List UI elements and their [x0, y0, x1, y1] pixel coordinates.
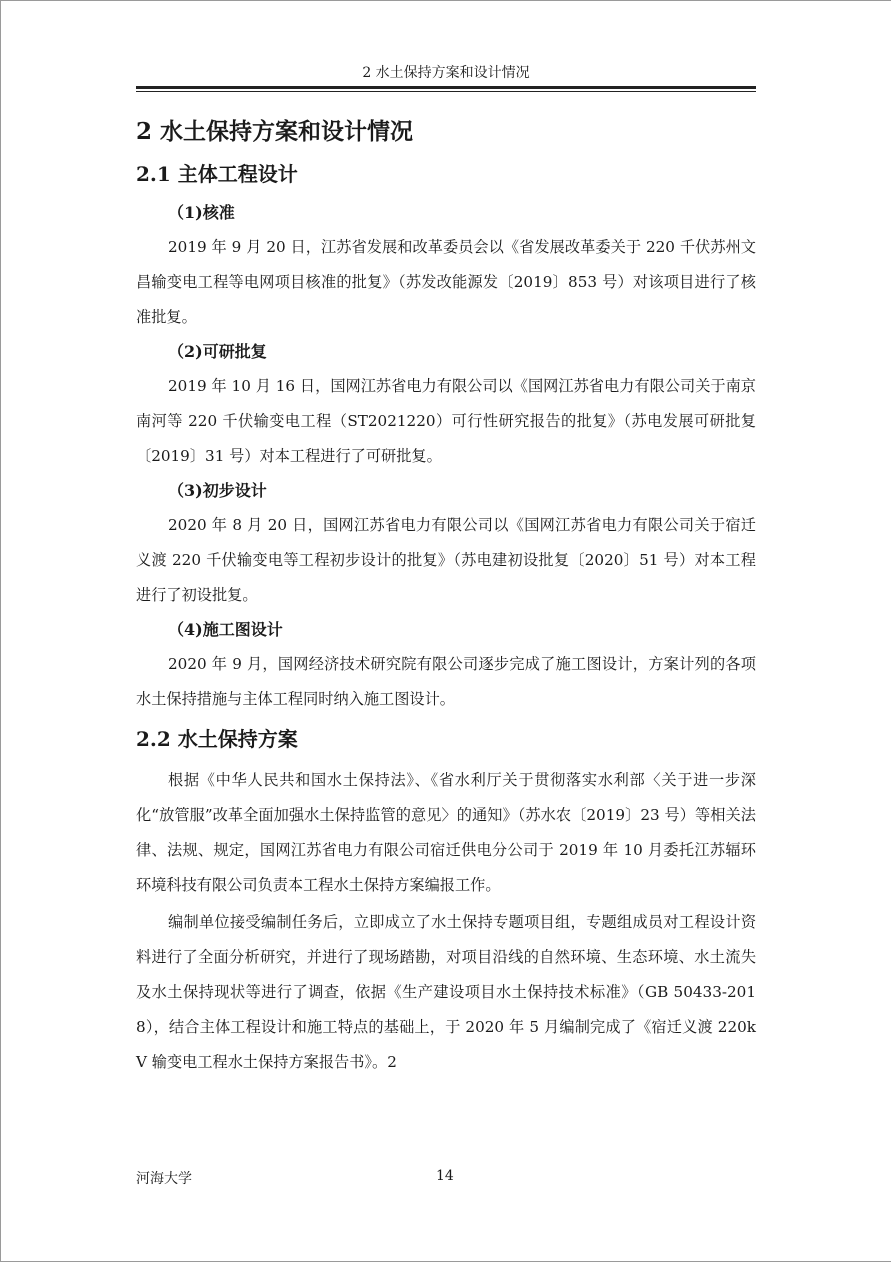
subheading-feasibility: （2)可研批复: [168, 342, 267, 361]
subheading-approval: （1)核准: [168, 203, 235, 222]
paragraph-legal-basis: 根据《中华人民共和国水土保持法》、《省水利厅关于贯彻落实水利部〈关于进一步深化“放管服”改革全面加强水土保持监管的意见〉的通知》（苏水农〔2019〕23 号）等相关法律、法规、规定，国网江苏省电力有限公司宿迁供电分公司于 2019 年 10 月委托江苏辐环环境科技有限公司负责本工程水土保持方案编报工作。: [136, 771, 756, 894]
subheading-preliminary-design: （3)初步设计: [168, 481, 267, 500]
paragraph-approval: 2019 年 9 月 20 日，江苏省发展和改革委员会以《省发展改革委关于 220 千伏苏州文昌输变电工程等电网项目核准的批复》（苏发改能源发〔2019〕853 号）对该项目进行了核准批复。: [136, 238, 756, 326]
page-content: [136, 112, 756, 1082]
running-header: 2 水土保持方案和设计情况: [362, 65, 530, 81]
paragraph-preliminary-design: 2020 年 8 月 20 日，国网江苏省电力有限公司以《国网江苏省电力有限公司关于宿迁义渡 220 千伏输变电等工程初步设计的批复》（苏电建初设批复〔2020〕51 号）对本工程进行了初设批复。: [136, 516, 756, 604]
paragraph-compilation: 编制单位接受编制任务后，立即成立了水土保持专题项目组，专题组成员对工程设计资料进行了全面分析研究，并进行了现场踏勘，对项目沿线的自然环境、生态环境、水土流失及水土保持现状等进行了调查，依据《生产建设项目水土保持技术标准》（GB 50433-2018），结合主体工程设计和施工特点的基础上，于 2020 年 5 月编制完成了《宿迁义渡 220kV 输变电工程水土保持方案报告书》。2: [136, 913, 756, 1071]
section-title-2-2: 2.2 水土保持方案: [136, 727, 298, 751]
chapter-title: 2 水土保持方案和设计情况: [136, 118, 414, 145]
footer-institution: 河海大学: [136, 1171, 192, 1187]
header-rule-thin: [136, 91, 756, 92]
page-number: 14: [436, 1168, 454, 1184]
paragraph-construction-drawing: 2020 年 9 月，国网经济技术研究院有限公司逐步完成了施工图设计，方案计列的各项水土保持措施与主体工程同时纳入施工图设计。: [136, 655, 756, 708]
header-rule-thick: [136, 86, 756, 89]
subheading-construction-drawing: （4)施工图设计: [168, 620, 283, 639]
section-title-2-1: 2.1 主体工程设计: [136, 162, 298, 186]
paragraph-feasibility: 2019 年 10 月 16 日，国网江苏省电力有限公司以《国网江苏省电力有限公司关于南京南河等 220 千伏输变电工程（ST2021220）可行性研究报告的批复》（苏电发展可研批复〔2019〕31 号）对本工程进行了可研批复。: [136, 377, 756, 465]
